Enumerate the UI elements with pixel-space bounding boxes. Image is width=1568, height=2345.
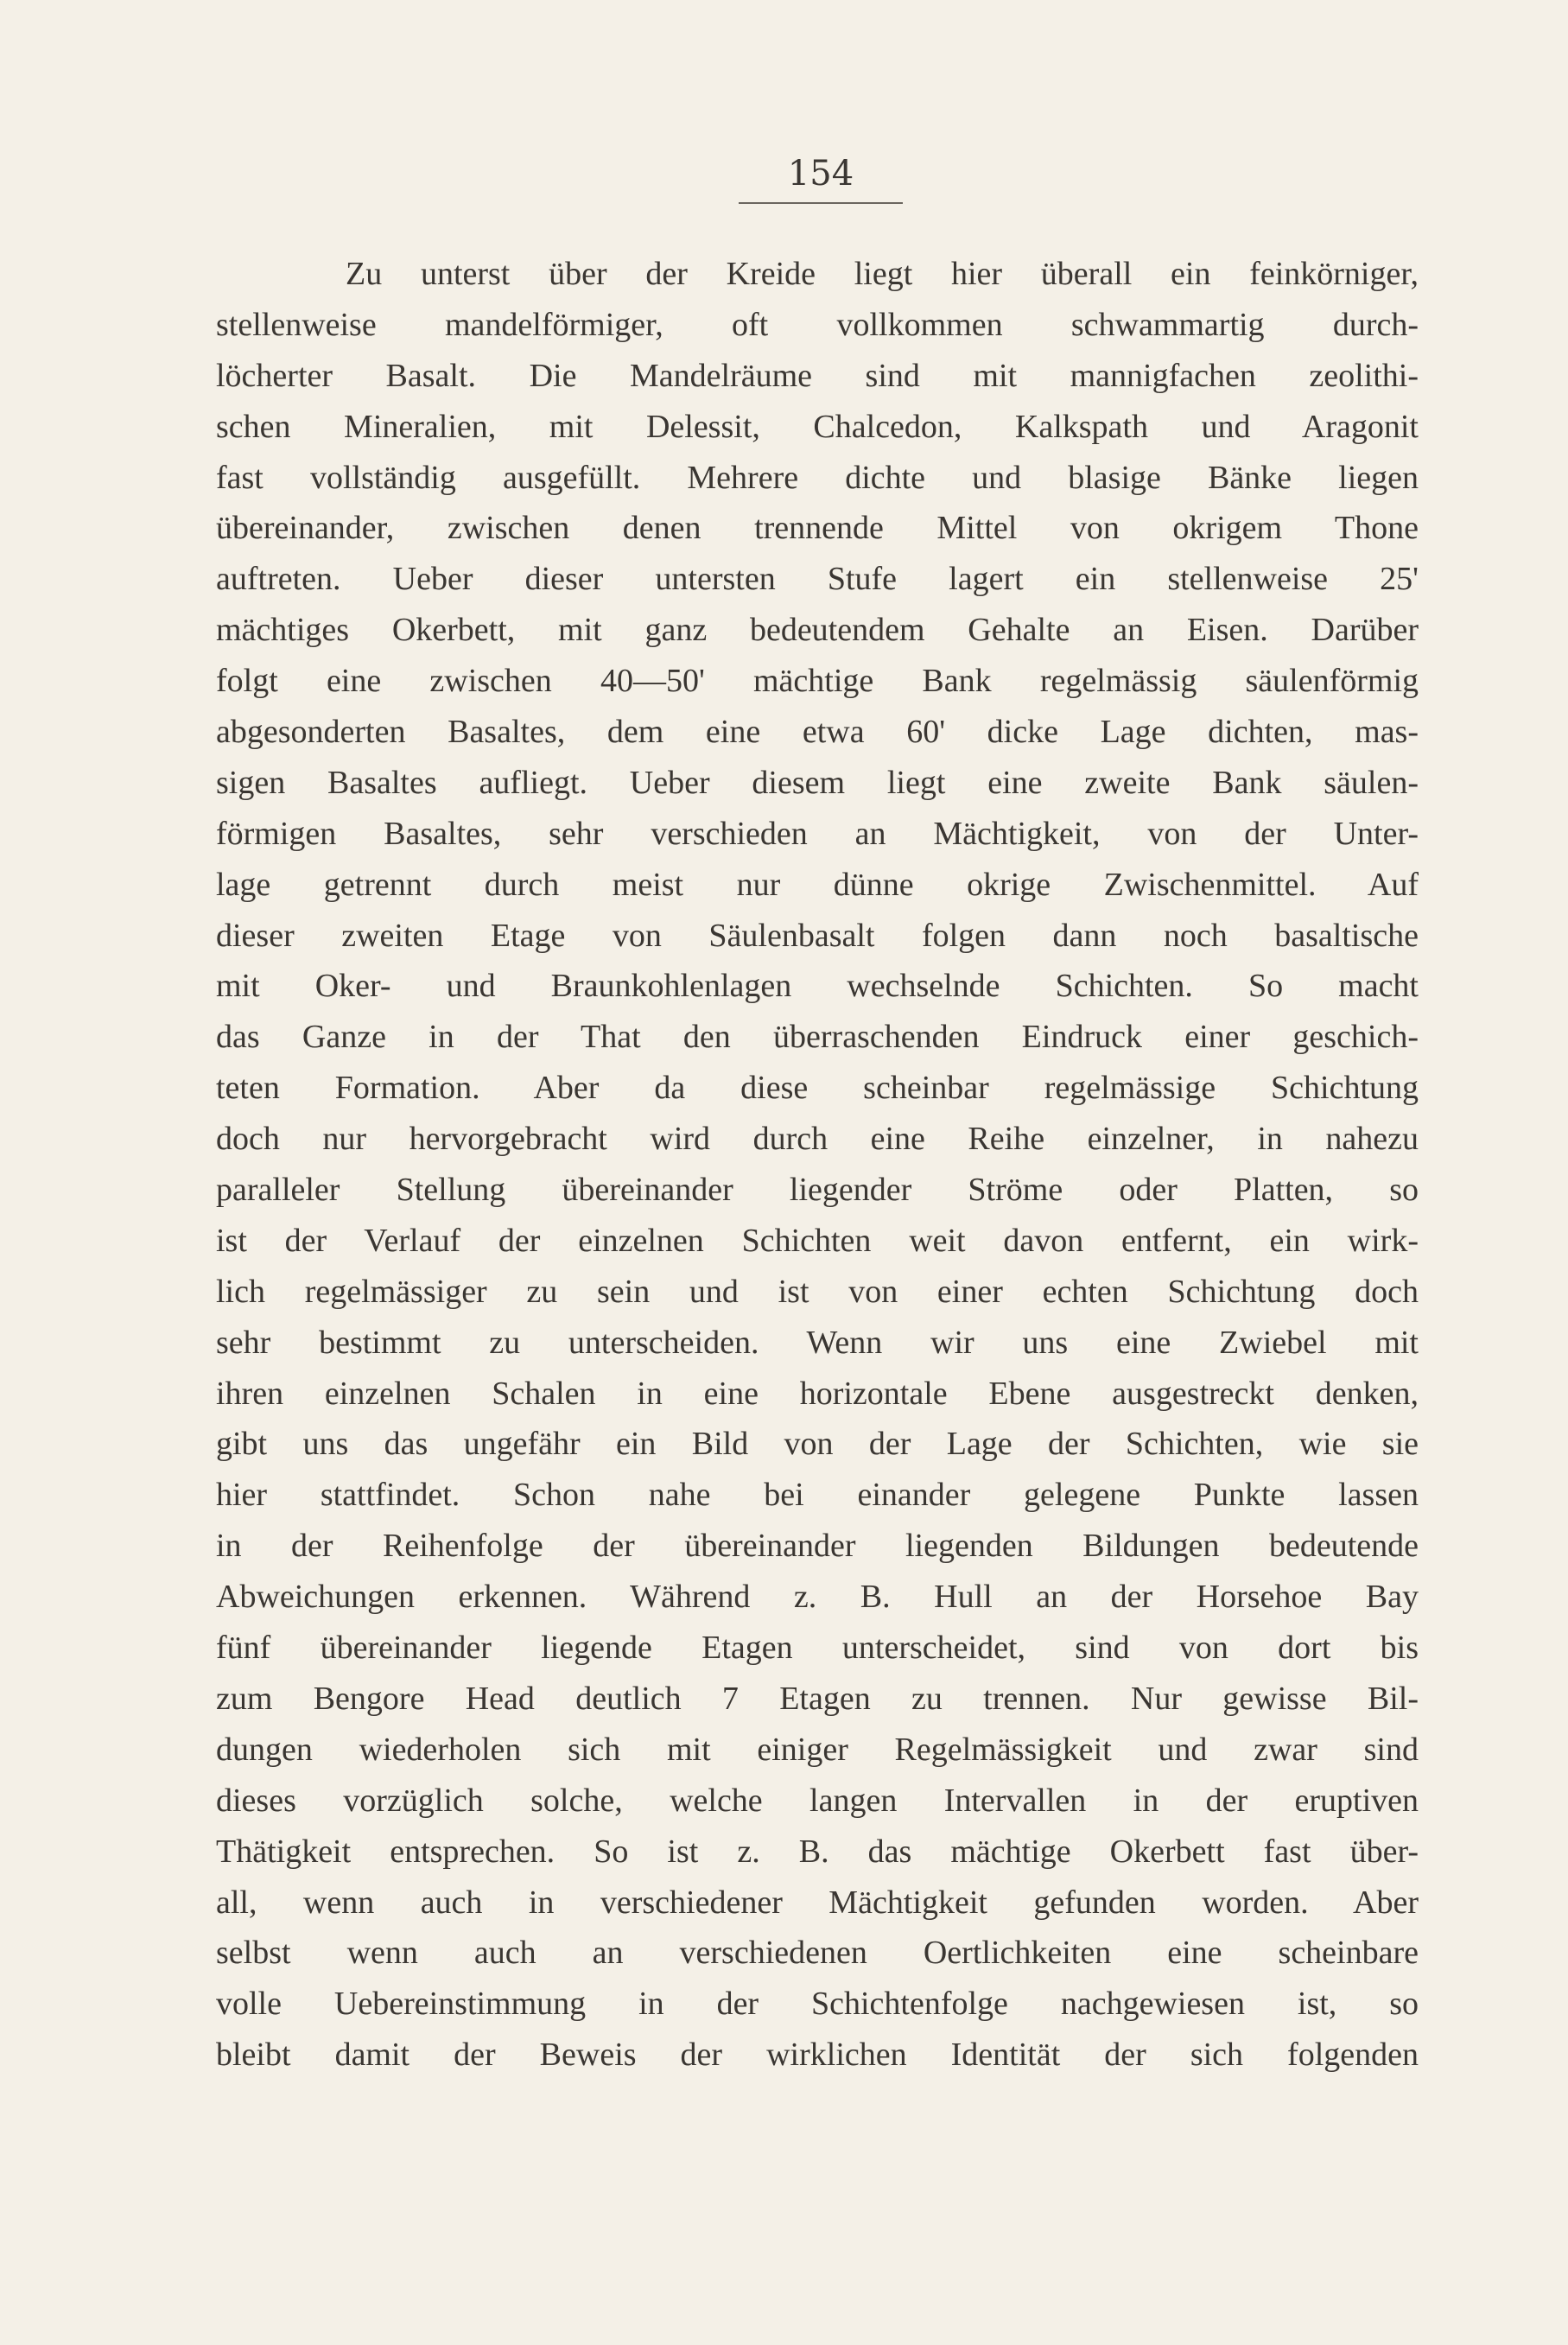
- text-line: selbst wenn auch an verschiedenen Oertlichkeiten eine scheinbare: [216, 1935, 1419, 1972]
- text-line: stellenweise mandelförmiger, oft vollkommen schwammartig durch-: [216, 306, 1419, 343]
- text-line: Abweichungen erkennen. Während z. B. Hull an der Horsehoe Bay: [216, 1579, 1419, 1616]
- text-line: lich regelmässiger zu sein und ist von einer echten Schichtung doch: [216, 1273, 1419, 1310]
- text-line: Thätigkeit entsprechen. So ist z. B. das mächtige Okerbett fast über-: [216, 1833, 1419, 1870]
- text-line: teten Formation. Aber da diese scheinbar regelmässige Schichtung: [216, 1070, 1419, 1107]
- text-line: gibt uns das ungefähr ein Bild von der Lage der Schichten, wie sie: [216, 1426, 1419, 1463]
- text-line: fast vollständig ausgefüllt. Mehrere dichte und blasige Bänke liegen: [216, 459, 1419, 496]
- text-line: zum Bengore Head deutlich 7 Etagen zu trennen. Nur gewisse Bil-: [216, 1680, 1419, 1717]
- page-number-rule: [739, 202, 903, 204]
- text-line: dungen wiederholen sich mit einiger Regelmässigkeit und zwar sind: [216, 1731, 1419, 1768]
- text-line: schen Mineralien, mit Delessit, Chalcedon, Kalkspath und Aragonit: [216, 408, 1419, 445]
- text-line: all, wenn auch in verschiedener Mächtigkeit gefunden worden. Aber: [216, 1884, 1419, 1921]
- text-line: in der Reihenfolge der übereinander liegenden Bildungen bedeutende: [216, 1528, 1419, 1565]
- text-line: übereinander, zwischen denen trennende Mittel von okrigem Thone: [216, 510, 1419, 547]
- text-line: löcherter Basalt. Die Mandelräume sind mit mannigfachen zeolithi-: [216, 357, 1419, 394]
- text-line: volle Uebereinstimmung in der Schichtenfolge nachgewiesen ist, so: [216, 1986, 1419, 2023]
- text-line: förmigen Basaltes, sehr verschieden an Mächtigkeit, von der Unter-: [216, 815, 1419, 852]
- text-line: sigen Basaltes aufliegt. Ueber diesem liegt eine zweite Bank säulen-: [216, 764, 1419, 801]
- text-line: auftreten. Ueber dieser untersten Stufe lagert ein stellenweise 25': [216, 561, 1419, 598]
- text-line: das Ganze in der That den überraschenden Eindruck einer geschich-: [216, 1019, 1419, 1056]
- text-line: sehr bestimmt zu unterscheiden. Wenn wir uns eine Zwiebel mit: [216, 1324, 1419, 1361]
- text-line: Zu unterst über der Kreide liegt hier überall ein feinkörniger,: [346, 256, 1419, 292]
- text-line: hier stattfindet. Schon nahe bei einander gelegene Punkte lassen: [216, 1477, 1419, 1514]
- page-number: 154: [787, 154, 854, 194]
- text-line: mit Oker- und Braunkohlenlagen wechselnde Schichten. So macht: [216, 968, 1419, 1005]
- text-line: bleibt damit der Beweis der wirklichen Identität der sich folgenden: [216, 2037, 1419, 2074]
- body-text: [216, 249, 1419, 2081]
- text-line: fünf übereinander liegende Etagen unterscheidet, sind von dort bis: [216, 1630, 1419, 1667]
- text-line: mächtiges Okerbett, mit ganz bedeutendem Gehalte an Eisen. Darüber: [216, 612, 1419, 649]
- text-line: lage getrennt durch meist nur dünne okrige Zwischenmittel. Auf: [216, 866, 1419, 903]
- text-line: ihren einzelnen Schalen in eine horizontale Ebene ausgestreckt denken,: [216, 1375, 1419, 1412]
- text-line: ist der Verlauf der einzelnen Schichten weit davon entfernt, ein wirk-: [216, 1222, 1419, 1259]
- text-line: folgt eine zwischen 40—50' mächtige Bank regelmässig säulenförmig: [216, 663, 1419, 700]
- text-line: dieses vorzüglich solche, welche langen Intervallen in der eruptiven: [216, 1782, 1419, 1819]
- text-line: paralleler Stellung übereinander liegender Ströme oder Platten, so: [216, 1172, 1419, 1209]
- text-line: dieser zweiten Etage von Säulenbasalt folgen dann noch basaltische: [216, 917, 1419, 954]
- text-line: abgesonderten Basaltes, dem eine etwa 60' dicke Lage dichten, mas-: [216, 714, 1419, 751]
- text-line: doch nur hervorgebracht wird durch eine Reihe einzelner, in nahezu: [216, 1121, 1419, 1158]
